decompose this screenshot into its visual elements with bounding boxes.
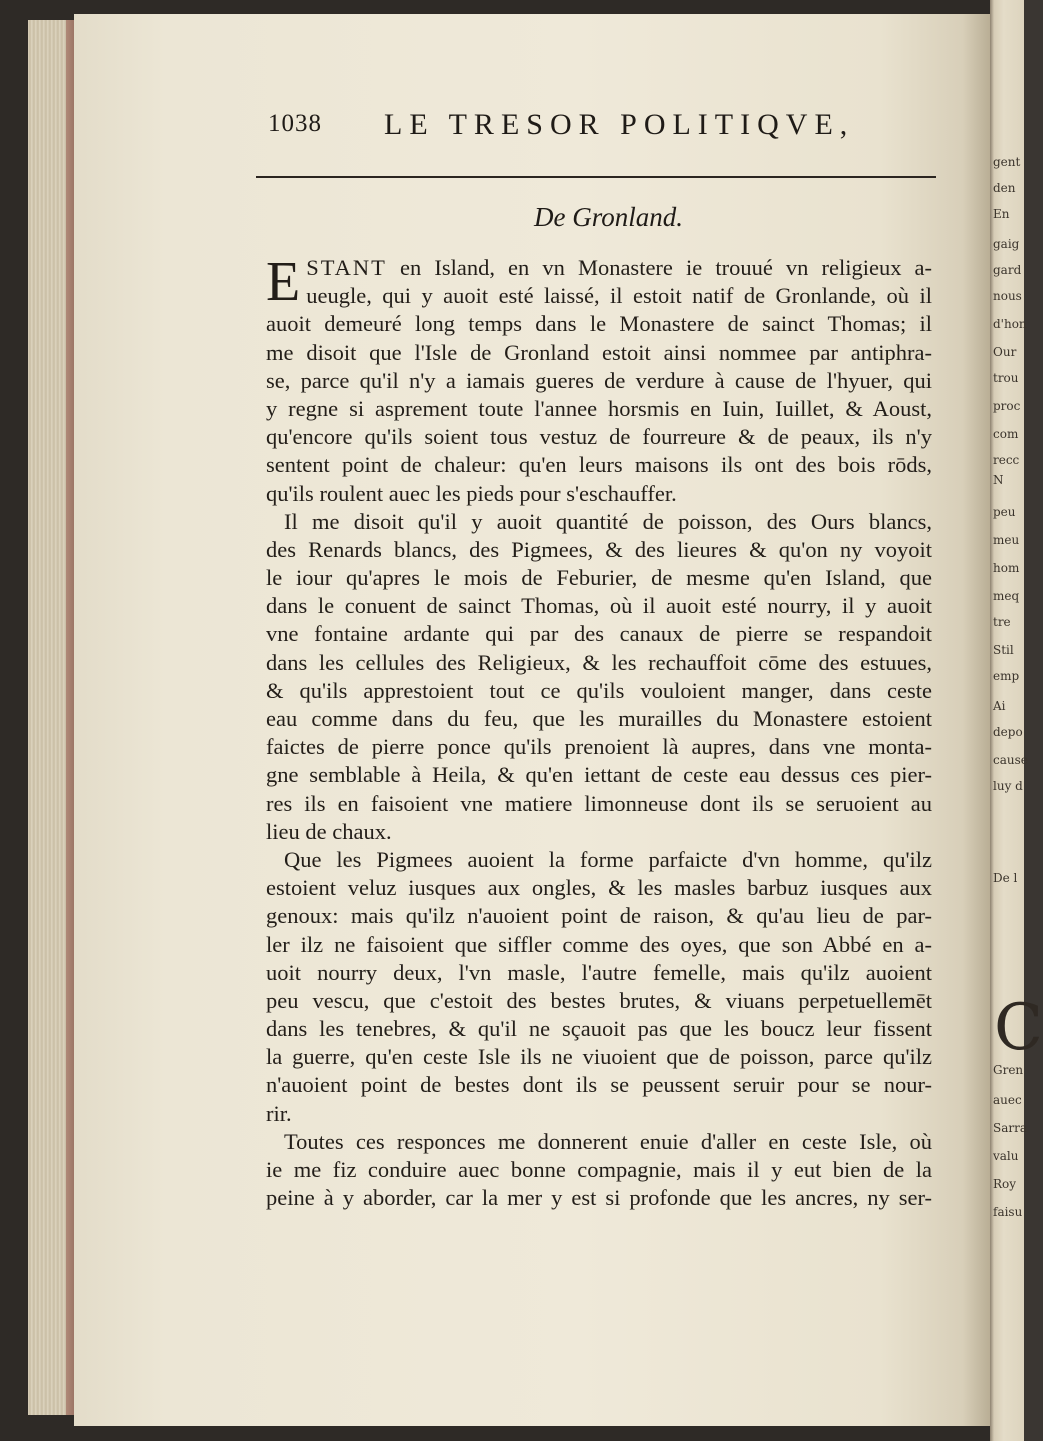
text-line: estoient veluz iusques aux ongles, & les masles barbuz iusques aux (266, 875, 932, 901)
text-line: rir. (266, 1100, 292, 1126)
text-line: sentent point de chaleur: qu'en leurs maisons ils ont des bois rōds, (266, 452, 932, 478)
text-line: dans les tenebres, & qu'il ne sçauoit pas que les boucz leur fissent (266, 1016, 932, 1042)
facing-initial: C (994, 991, 1043, 1065)
text-line: peu vescu, que c'estoit des bestes brutes, & viuans perpetuellemēt (266, 987, 932, 1013)
drop-cap: E (266, 251, 301, 313)
facing-fragment: luy d (993, 779, 1023, 793)
text-line: ueugle, qui y auoit esté laissé, il estoit natif de Gronlande, où il (306, 283, 932, 309)
facing-fragment: gard (993, 263, 1022, 277)
text-line: dans le conuent de sainct Thomas, où il auoit esté nourry, il y auoit (266, 593, 932, 619)
text-line: eau comme dans du feu, que les murailles du Monastere estoient (266, 706, 932, 731)
text-line: & qu'ils apprestoient tout ce qu'ils vouloient manger, dans ceste (266, 677, 932, 703)
text-line: Que les Pigmees auoient la forme parfaicte d'vn homme, qu'ilz (284, 846, 932, 872)
text-line: auoit demeuré long temps dans le Monastere de sainct Thomas; il (266, 311, 932, 337)
text-line: dans les cellules des Religieux, & les rechauffoit cōme des estuues, (266, 649, 932, 675)
running-title: LE TRESOR POLITIQVE, (384, 108, 855, 141)
header-rule (256, 176, 936, 178)
text-line: res ils en faisoient vne matiere limonneuse dont ils se seruoient au (266, 790, 932, 816)
facing-fragment: proc (993, 399, 1021, 413)
facing-fragment: den (993, 181, 1016, 195)
facing-fragment: De l (993, 871, 1018, 885)
text-line: ie me fiz conduire auec bonne compagnie, mais il y eut bien de la (266, 1157, 932, 1182)
facing-fragment: faisu (993, 1205, 1023, 1219)
text-line: genoux: mais qu'ilz n'auoient point de raison, & qu'au lieu de par- (266, 903, 932, 929)
facing-fragment: auec (993, 1093, 1022, 1107)
facing-fragment: depo (993, 725, 1023, 739)
text-line: la guerre, qu'en ceste Isle ils ne viuoient que de poisson, parce qu'ilz (266, 1044, 932, 1070)
facing-fragment: hom (993, 561, 1020, 575)
facing-fragment: meq (993, 589, 1020, 603)
facing-fragment: meu (993, 533, 1020, 547)
first-word: STANT (306, 255, 387, 280)
facing-fragment: recc (993, 453, 1020, 467)
text-line: STANT en Island, en vn Monastere ie trouué vn religieux a- (306, 255, 933, 280)
facing-fragment: gaig (993, 237, 1020, 251)
text-line: peine à y aborder, car la mer y est si profonde que les ancres, ny ser- (266, 1185, 932, 1211)
facing-fragment: d'hon (993, 317, 1027, 331)
facing-fragment: Gren (993, 1063, 1024, 1077)
page-header (268, 108, 928, 148)
text-line: des Renards blancs, des Pigmees, & des lieures & qu'on ny voyoit (266, 536, 932, 562)
text-line: le iour qu'apres le mois de Feburier, de mesme qu'en Island, que (266, 565, 932, 591)
facing-fragment: trou (993, 371, 1019, 385)
facing-fragment: valu (993, 1149, 1019, 1163)
text-line: lieu de chaux. (266, 818, 392, 844)
body-text (266, 251, 933, 1212)
text-line: gne semblable à Heila, & qu'en iettant de ceste eau dessus ces pier- (266, 762, 932, 788)
text-line: se, parce qu'il n'y a iamais gueres de verdure à cause de l'hyuer, qui (266, 367, 932, 393)
facing-fragment: cause (993, 753, 1028, 767)
text-line: Toutes ces responces me donnerent enuie d'aller en ceste Isle, où (284, 1128, 932, 1154)
facing-fragment: Our (993, 345, 1017, 359)
text-line: qu'ils roulent auec les pieds pour s'eschauffer. (266, 480, 677, 506)
text-line: vne fontaine ardante qui par des canaux de pierre se respandoit (266, 621, 932, 647)
facing-fragment: com (993, 427, 1019, 441)
text-line: uoit nourry deux, l'vn masle, l'autre femelle, mais qu'ilz auoient (266, 959, 932, 985)
facing-fragment: peu (993, 505, 1016, 519)
text-line: n'auoient point de bestes dont ils se peussent seruir pour se nour- (266, 1072, 932, 1098)
red-page-edge (66, 20, 74, 1415)
text-line: me disoit que l'Isle de Gronland estoit ainsi nommee par antiphra- (266, 339, 932, 365)
text-line: faictes de pierre ponce qu'ils prenoient là aupres, dans vne monta- (266, 734, 932, 760)
facing-page (990, 0, 1043, 1441)
text-line: y regne si asprement toute l'annee horsmis en Iuin, Iuillet, & Aoust, (266, 395, 932, 421)
facing-fragment: Sarra (993, 1121, 1028, 1135)
text-line: qu'encore qu'ils soient tous vestuz de fourreure & de peaux, ils n'y (266, 424, 932, 450)
facing-fragment: tre (993, 615, 1011, 629)
facing-fragment: Stil (993, 643, 1014, 657)
text-line: ler ilz ne faisoient que siffler comme des oyes, que son Abbé en a- (266, 931, 932, 957)
facing-fragment: gent (993, 155, 1021, 169)
facing-fragment: emp (993, 669, 1020, 683)
facing-fragment: nous (993, 289, 1022, 303)
text-line: Il me disoit qu'il y auoit quantité de poisson, des Ours blancs, (284, 508, 932, 534)
facing-fragment: N (993, 473, 1004, 487)
facing-fragment: Ai (993, 699, 1006, 713)
facing-fragment: Roy (993, 1177, 1017, 1191)
section-title: De Gronland. (534, 202, 683, 232)
page-number: 1038 (268, 110, 322, 137)
facing-fragment: En (993, 207, 1010, 221)
